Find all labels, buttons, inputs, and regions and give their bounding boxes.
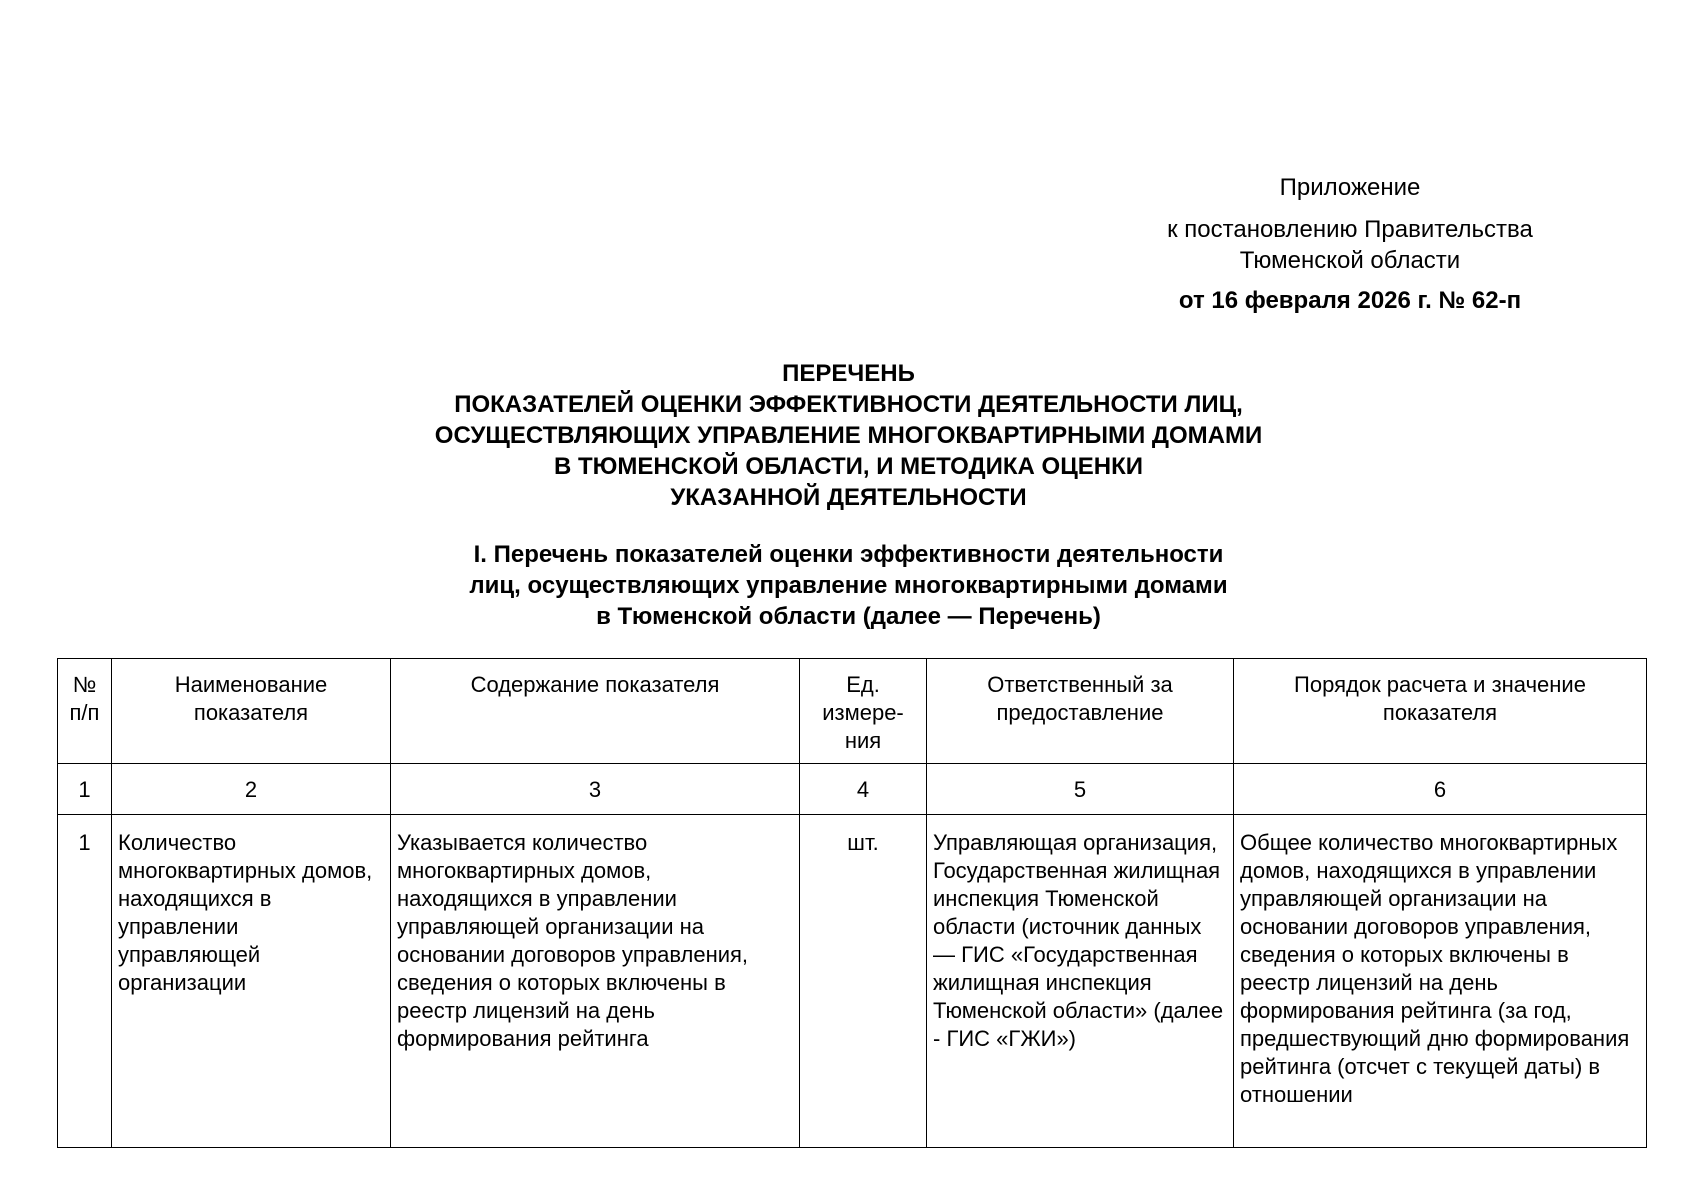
main-title-line: ОСУЩЕСТВЛЯЮЩИХ УПРАВЛЕНИЕ МНОГОКВАРТИРНЫМИ ДОМАМИ [434, 422, 1263, 449]
main-title-line: В ТЮМЕНСКОЙ ОБЛАСТИ, И МЕТОДИКА ОЦЕНКИ [554, 453, 1143, 480]
row-number-cell: 1 [58, 815, 112, 1148]
column-number-cell: 4 [800, 764, 927, 815]
section-title-line: в Тюменской области (далее — Перечень) [596, 603, 1101, 630]
column-number-cell: 2 [112, 764, 391, 815]
header-cell-number: № п/п [58, 659, 112, 764]
appendix-reference [1080, 214, 1620, 276]
column-number-cell: 1 [58, 764, 112, 815]
header-cell-name: Наименование показателя [112, 659, 391, 764]
header-cell-responsible: Ответственный за предоставление [927, 659, 1234, 764]
unit-cell: шт. [800, 815, 927, 1148]
section-title [300, 539, 1397, 632]
appendix-title: Приложение [1279, 174, 1421, 201]
section-title-line: I. Перечень показателей оценки эффективности деятельности [473, 541, 1224, 568]
appendix-ref-line2: Тюменской области [1239, 247, 1461, 274]
calculation-cell: Общее количество многоквартирных домов, находящихся в управлении управляющей организации на основании договоров управления, сведения о которых включены в реестр лицензий на день формирования рейтинга (за год, предшествующий дню формирования рейтинга (отсчет с текущей даты) в отношении [1234, 815, 1647, 1148]
appendix-date-number: от 16 февраля 2026 г. № 62-п [1178, 287, 1522, 314]
main-title-line: УКАЗАННОЙ ДЕЯТЕЛЬНОСТИ [670, 484, 1027, 511]
header-cell-content: Содержание показателя [391, 659, 800, 764]
document-main-title [300, 358, 1397, 513]
indicators-table [57, 658, 1647, 1148]
responsible-cell: Управляющая организация, Государственная жилищная инспекция Тюменской области (источник данных — ГИС «Государственная жилищная инспекция Тюменской области» (далее - ГИС «ГЖИ») [927, 815, 1234, 1148]
column-number-cell: 6 [1234, 764, 1647, 815]
table-header-row [58, 659, 1647, 764]
table-column-numbers-row [58, 764, 1647, 815]
column-number-cell: 3 [391, 764, 800, 815]
appendix-ref-line1: к постановлению Правительства [1167, 216, 1533, 243]
indicator-name-cell: Количество многоквартирных домов, находящихся в управлении управляющей организации [112, 815, 391, 1148]
header-cell-calculation: Порядок расчета и значение показателя [1234, 659, 1647, 764]
header-cell-unit: Ед. измере-ния [800, 659, 927, 764]
column-number-cell: 5 [927, 764, 1234, 815]
indicator-content-cell: Указывается количество многоквартирных домов, находящихся в управлении управляющей организации на основании договоров управления, сведения о которых включены в реестр лицензий на день формирования рейтинга [391, 815, 800, 1148]
table-row [58, 815, 1647, 1148]
main-title-line: ПОКАЗАТЕЛЕЙ ОЦЕНКИ ЭФФЕКТИВНОСТИ ДЕЯТЕЛЬНОСТИ ЛИЦ, [454, 391, 1243, 418]
main-title-line: ПЕРЕЧЕНЬ [782, 360, 915, 387]
section-title-line: лиц, осуществляющих управление многоквартирными домами [469, 572, 1228, 599]
